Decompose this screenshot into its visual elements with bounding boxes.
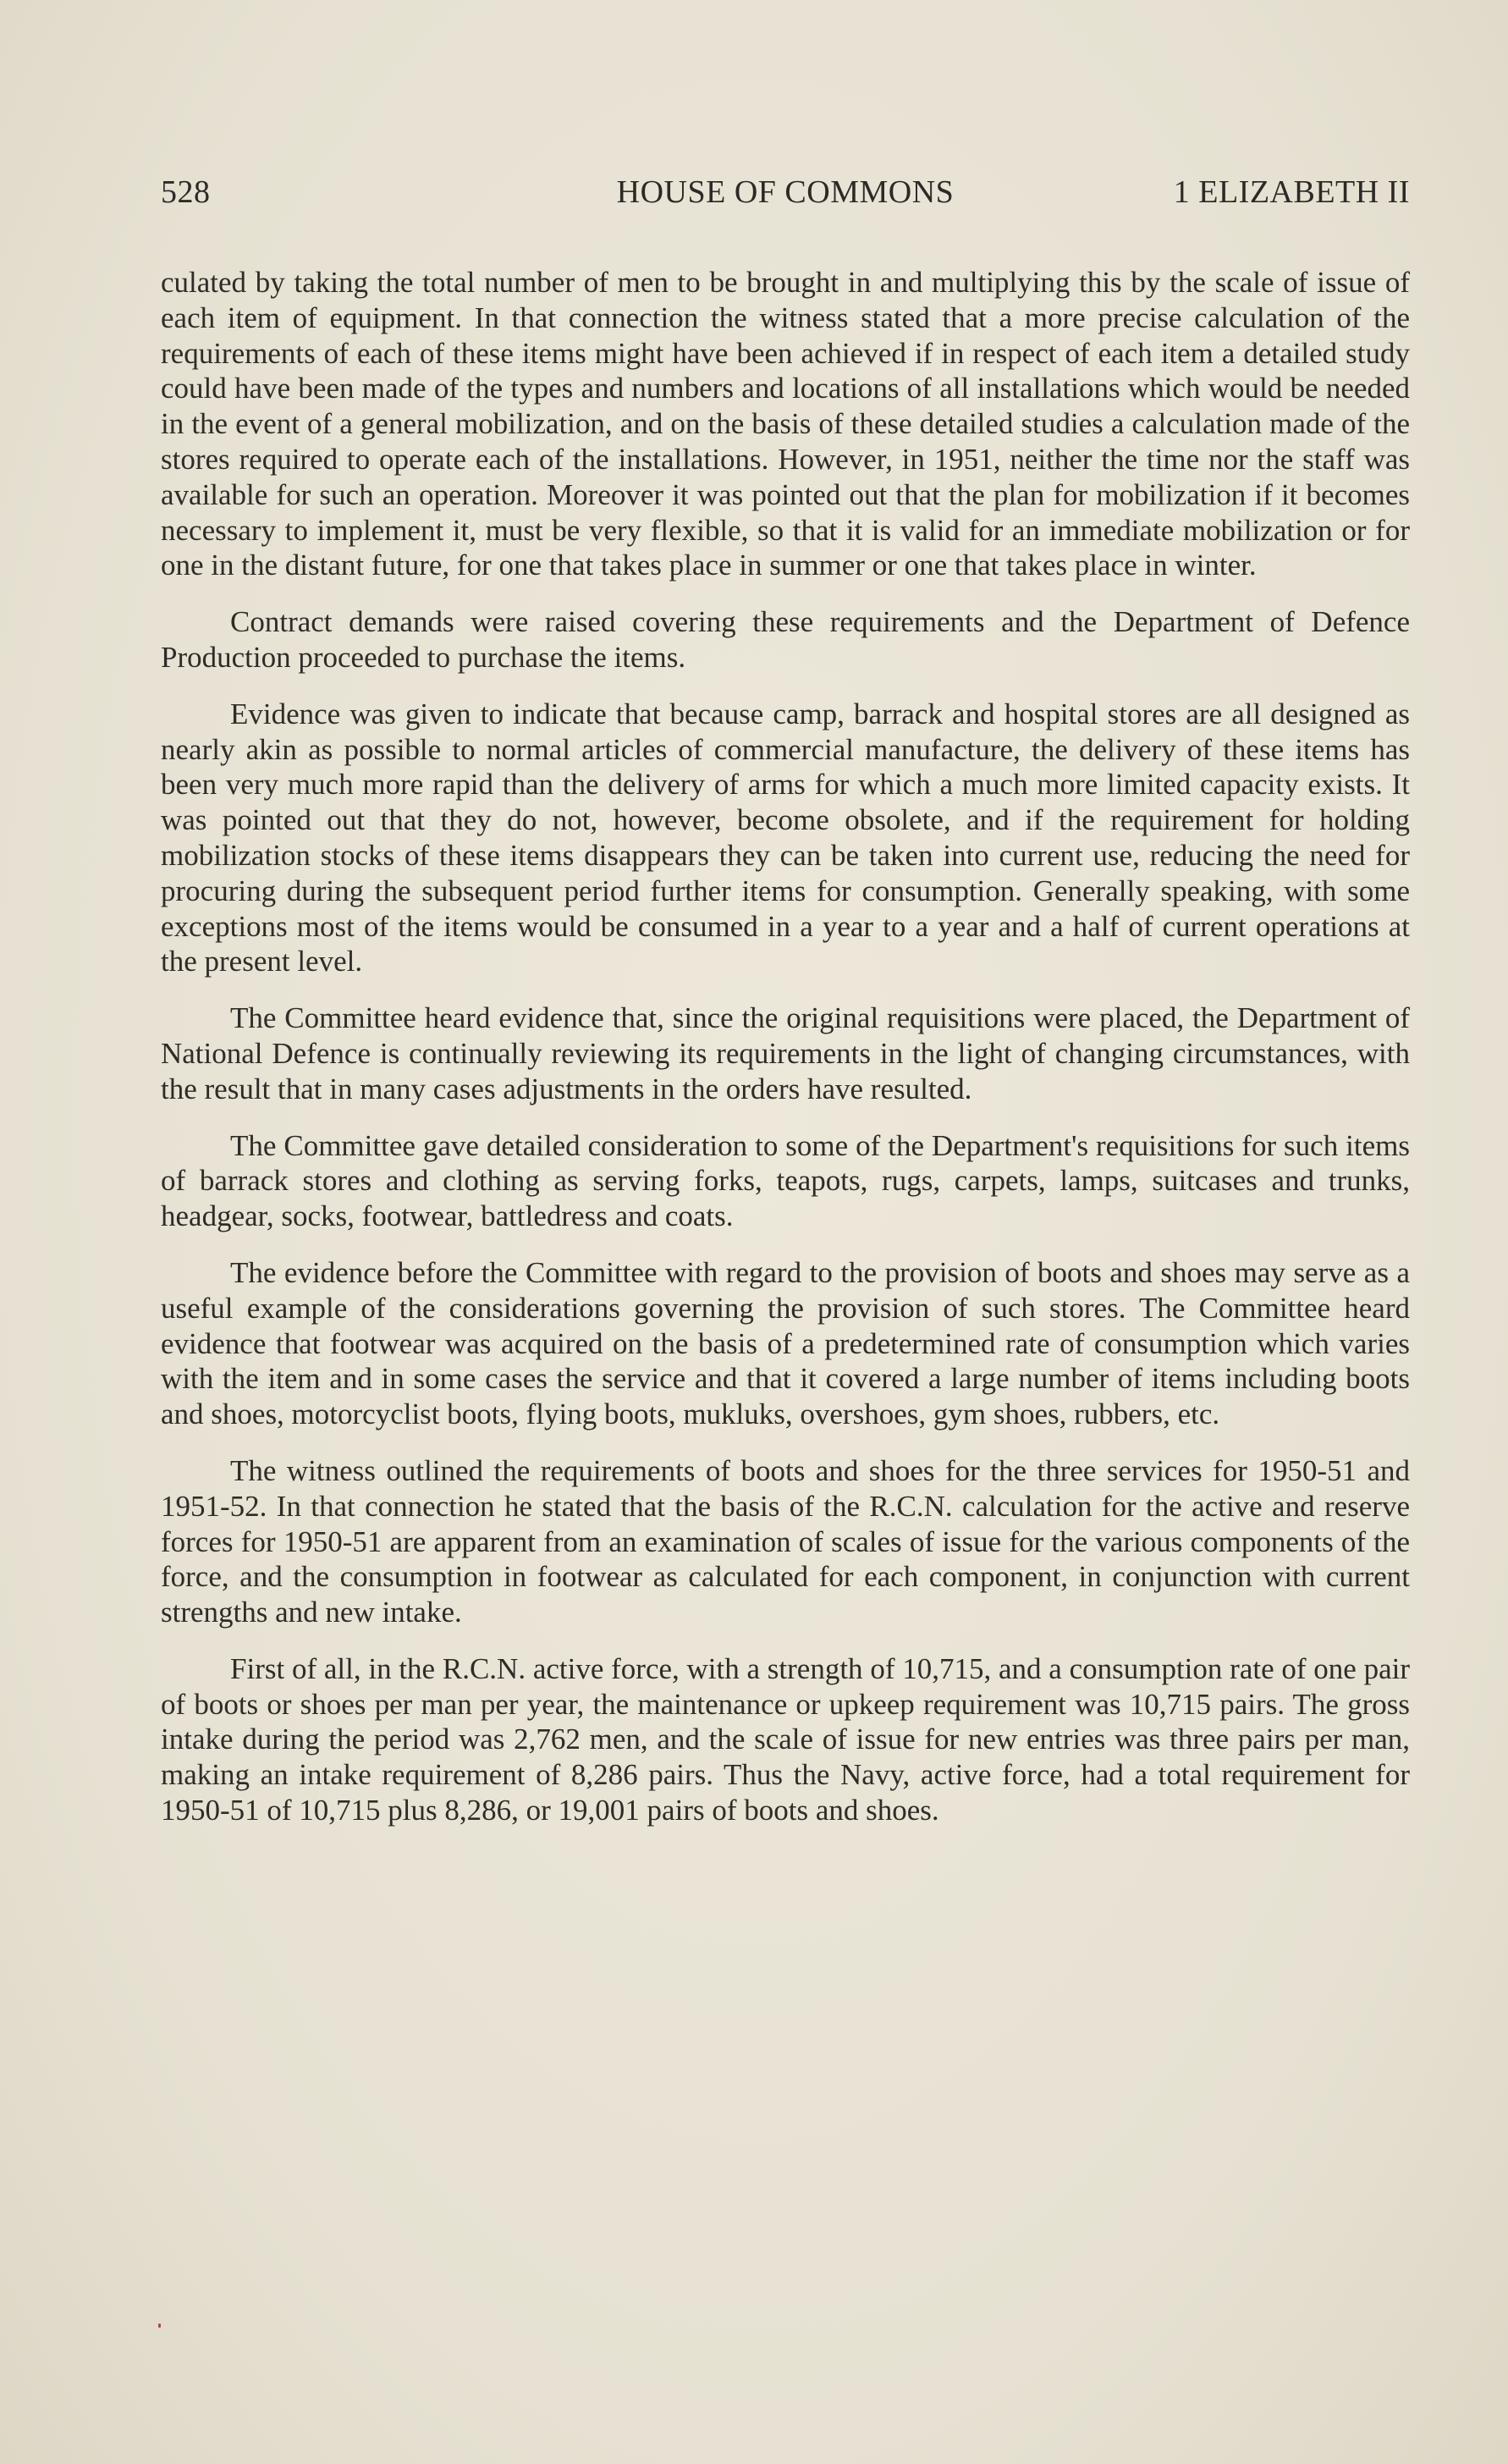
paragraph: The Committee heard evidence that, since the original requisitions were placed, the Department of National Defence is continually reviewing its requirements in the light of changing circumstances, with the result that in many cases adjustments in the orders have resulted. — [161, 1001, 1410, 1105]
header-session: 1 ELIZABETH II — [1173, 174, 1410, 210]
body-text — [161, 265, 1410, 1849]
paragraph-continued: culated by taking the total number of men to be brought in and multiplying this by the scale of issue of each item of equipment. In that connection the witness stated that a more precise calculation of the requirements of each of these items might have been achieved if in respect of each item a detailed study could have been made of the types and numbers and locations of all installations which would be needed in the event of a general mobilization, and on the basis of these detailed studies a calculation made of the stores required to operate each of the installations. However, in 1951, neither the time nor the staff was available for such an operation. Moreover it was pointed out that the plan for mobilization if it becomes necessary to implement it, must be very flexible, so that it is valid for an immediate mobilization or for one in the distant future, for one that takes place in summer or one that takes place in winter. — [161, 266, 1410, 582]
page-number: 528 — [161, 174, 211, 210]
paragraph: The Committee gave detailed consideration to some of the Department's requisitions for such items of barrack stores and clothing as serving forks, teapots, rugs, carpets, lamps, suitcases and trunks, headgear, socks, footwear, battledress and coats. — [161, 1128, 1410, 1233]
running-header — [161, 174, 1410, 216]
paragraph: Evidence was given to indicate that because camp, barrack and hospital stores are all designed as nearly akin as possible to normal articles of commercial manufacture, the delivery of these items has been very much more rapid than the delivery of arms for which a much more limited capacity exists. It was pointed out that they do not, however, become obsolete, and if the requirement for holding mobilization stocks of these items disappears they can be taken into current use, reducing the need for procuring during the subsequent period further items for consumption. Generally speaking, with some exceptions most of the items would be consumed in a year to a year and a half of current operations at the present level. — [161, 697, 1410, 978]
paragraph: First of all, in the R.C.N. active force, with a strength of 10,715, and a consumption rate of one pair of boots or shoes per man per year, the maintenance or upkeep requirement was 10,715 pairs. The gross intake during the period was 2,762 men, and the scale of issue for new entries was three pairs per man, making an intake requirement of 8,286 pairs. Thus the Navy, active force, had a total requirement for 1950-51 of 10,715 plus 8,286, or 19,001 pairs of boots and shoes. — [161, 1651, 1410, 1827]
paragraph: The witness outlined the requirements of boots and shoes for the three services for 1950-51 and 1951-52. In that connection he stated that the basis of the R.C.N. calculation for the active and reserve forces for 1950-51 are apparent from an examination of scales of issue for the various components of the force, and the consumption in footwear as calculated for each component, in conjunction with current strengths and new intake. — [161, 1453, 1410, 1629]
paragraph: The evidence before the Committee with regard to the provision of boots and shoes may serve as a useful example of the considerations governing the provision of such stores. The Committee heard evidence that footwear was acquired on the basis of a predetermined rate of consumption which varies with the item and in some cases the service and that it covered a large number of items including boots and shoes, motorcyclist boots, flying boots, mukluks, overshoes, gym shoes, rubbers, etc. — [161, 1255, 1410, 1431]
ink-speck — [158, 2323, 161, 2328]
header-title: HOUSE OF COMMONS — [616, 174, 955, 210]
paragraph: Contract demands were raised covering these requirements and the Department of Defence Production proceeded to purchase the items. — [161, 605, 1410, 674]
